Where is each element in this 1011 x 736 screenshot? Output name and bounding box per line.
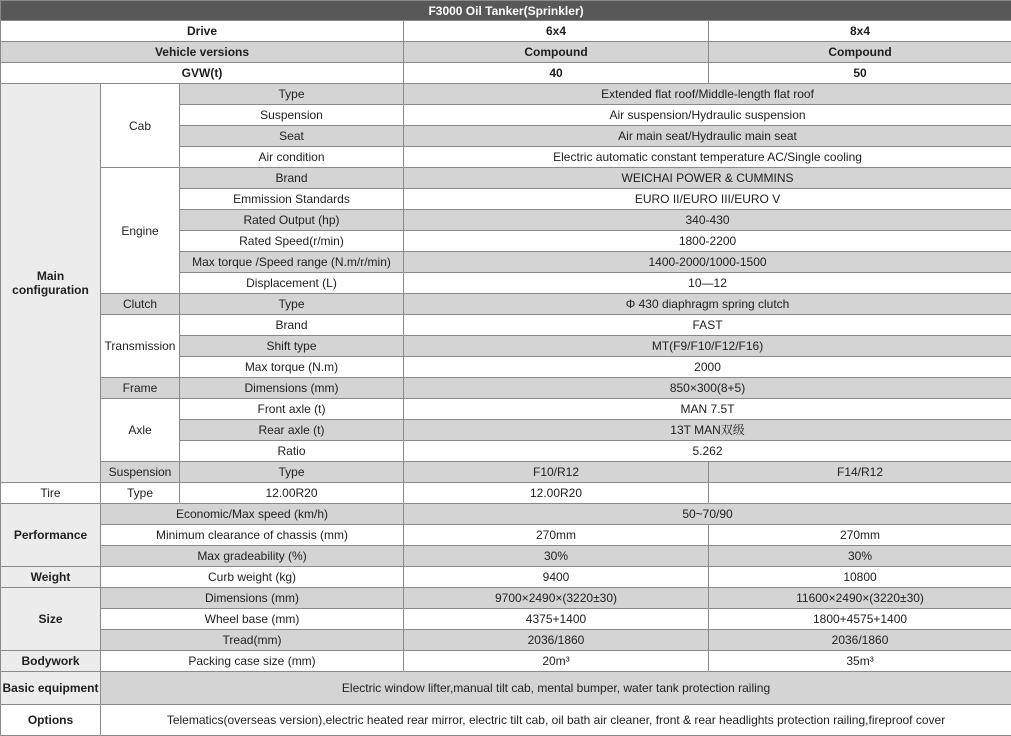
tire-6x4: 12.00R20 [180,483,404,504]
engine-brand-label: Brand [180,168,404,189]
engine-displacement-value: 10—12 [404,273,1011,294]
size-dim-8x4: 11600×2490×(3220±30) [709,588,1011,609]
versions-label: Vehicle versions [1,42,404,63]
perf-clearance-6x4: 270mm [404,525,709,546]
cab-seat-label: Seat [180,126,404,147]
axle-rear-value: 13T MAN双级 [404,420,1011,441]
weight-label: Weight [1,567,101,588]
tire-8x4: 12.00R20 [404,483,709,504]
engine-emission-label: Emmission Standards [180,189,404,210]
versions-6x4: Compound [404,42,709,63]
engine-speed-label: Rated Speed(r/min) [180,231,404,252]
clutch-type-value: Φ 430 diaphragm spring clutch [404,294,1011,315]
size-wheelbase-8x4: 1800+4575+1400 [709,609,1011,630]
main-configuration-label: Main configuration [1,84,101,483]
weight-curb-8x4: 10800 [709,567,1011,588]
suspension-type-label: Type [180,462,404,483]
size-tread-8x4: 2036/1860 [709,630,1011,651]
frame-dim-label: Dimensions (mm) [180,378,404,399]
size-tread-label: Tread(mm) [101,630,404,651]
axle-rear-label: Rear axle (t) [180,420,404,441]
transmission-shift-label: Shift type [180,336,404,357]
tire-label: Tire [1,483,101,504]
axle-ratio-value: 5.262 [404,441,1011,462]
suspension-6x4: F10/R12 [404,462,709,483]
engine-label: Engine [101,168,180,294]
transmission-brand-value: FAST [404,315,1011,336]
bodywork-case-label: Packing case size (mm) [101,651,404,672]
basic-equipment-value: Electric window lifter,manual tilt cab, mental bumper, water tank protection railing [101,672,1011,705]
transmission-brand-label: Brand [180,315,404,336]
engine-output-label: Rated Output (hp) [180,210,404,231]
tire-type-label: Type [101,483,180,504]
cab-suspension-label: Suspension [180,105,404,126]
engine-emission-value: EURO II/EURO III/EURO V [404,189,1011,210]
cab-ac-label: Air condition [180,147,404,168]
perf-grade-8x4: 30% [709,546,1011,567]
perf-speed-value: 50~70/90 [404,504,1011,525]
transmission-label: Transmission [101,315,180,378]
engine-torque-value: 1400-2000/1000-1500 [404,252,1011,273]
cab-type-value: Extended flat roof/Middle-length flat roof [404,84,1011,105]
cab-seat-value: Air main seat/Hydraulic main seat [404,126,1011,147]
weight-curb-6x4: 9400 [404,567,709,588]
axle-ratio-label: Ratio [180,441,404,462]
perf-clearance-8x4: 270mm [709,525,1011,546]
axle-label: Axle [101,399,180,462]
perf-speed-label: Economic/Max speed (km/h) [101,504,404,525]
gvw-6x4: 40 [404,63,709,84]
gvw-8x4: 50 [709,63,1011,84]
bodywork-case-8x4: 35m³ [709,651,1011,672]
versions-8x4: Compound [709,42,1011,63]
table-title: F3000 Oil Tanker(Sprinkler) [1,1,1011,21]
engine-torque-label: Max torque /Speed range (N.m/r/min) [180,252,404,273]
gvw-label: GVW(t) [1,63,404,84]
weight-curb-label: Curb weight (kg) [101,567,404,588]
bodywork-label: Bodywork [1,651,101,672]
transmission-torque-label: Max torque (N.m) [180,357,404,378]
clutch-label: Clutch [101,294,180,315]
size-dim-6x4: 9700×2490×(3220±30) [404,588,709,609]
size-tread-6x4: 2036/1860 [404,630,709,651]
drive-label: Drive [1,21,404,42]
frame-label: Frame [101,378,180,399]
engine-speed-value: 1800-2200 [404,231,1011,252]
cab-ac-value: Electric automatic constant temperature AC/Single cooling [404,147,1011,168]
engine-brand-value: WEICHAI POWER & CUMMINS [404,168,1011,189]
clutch-type-label: Type [180,294,404,315]
drive-6x4: 6x4 [404,21,709,42]
size-wheelbase-label: Wheel base (mm) [101,609,404,630]
suspension-8x4: F14/R12 [709,462,1011,483]
transmission-torque-value: 2000 [404,357,1011,378]
size-wheelbase-6x4: 4375+1400 [404,609,709,630]
bodywork-case-6x4: 20m³ [404,651,709,672]
engine-output-value: 340-430 [404,210,1011,231]
cab-type-label: Type [180,84,404,105]
drive-8x4: 8x4 [709,21,1011,42]
engine-displacement-label: Displacement (L) [180,273,404,294]
axle-front-value: MAN 7.5T [404,399,1011,420]
basic-equipment-label: Basic equipment [1,672,101,705]
options-value: Telematics(overseas version),electric heated rear mirror, electric tilt cab, oil bath air cleaner, front & rear headlights protection railing,fireproof cover [101,705,1011,736]
size-label: Size [1,588,101,651]
transmission-shift-value: MT(F9/F10/F12/F16) [404,336,1011,357]
perf-grade-label: Max gradeability (%) [101,546,404,567]
suspension-label: Suspension [101,462,180,483]
size-dim-label: Dimensions (mm) [101,588,404,609]
cab-label: Cab [101,84,180,168]
options-label: Options [1,705,101,736]
perf-grade-6x4: 30% [404,546,709,567]
perf-clearance-label: Minimum clearance of chassis (mm) [101,525,404,546]
performance-label: Performance [1,504,101,567]
frame-dim-value: 850×300(8+5) [404,378,1011,399]
cab-suspension-value: Air suspension/Hydraulic suspension [404,105,1011,126]
axle-front-label: Front axle (t) [180,399,404,420]
